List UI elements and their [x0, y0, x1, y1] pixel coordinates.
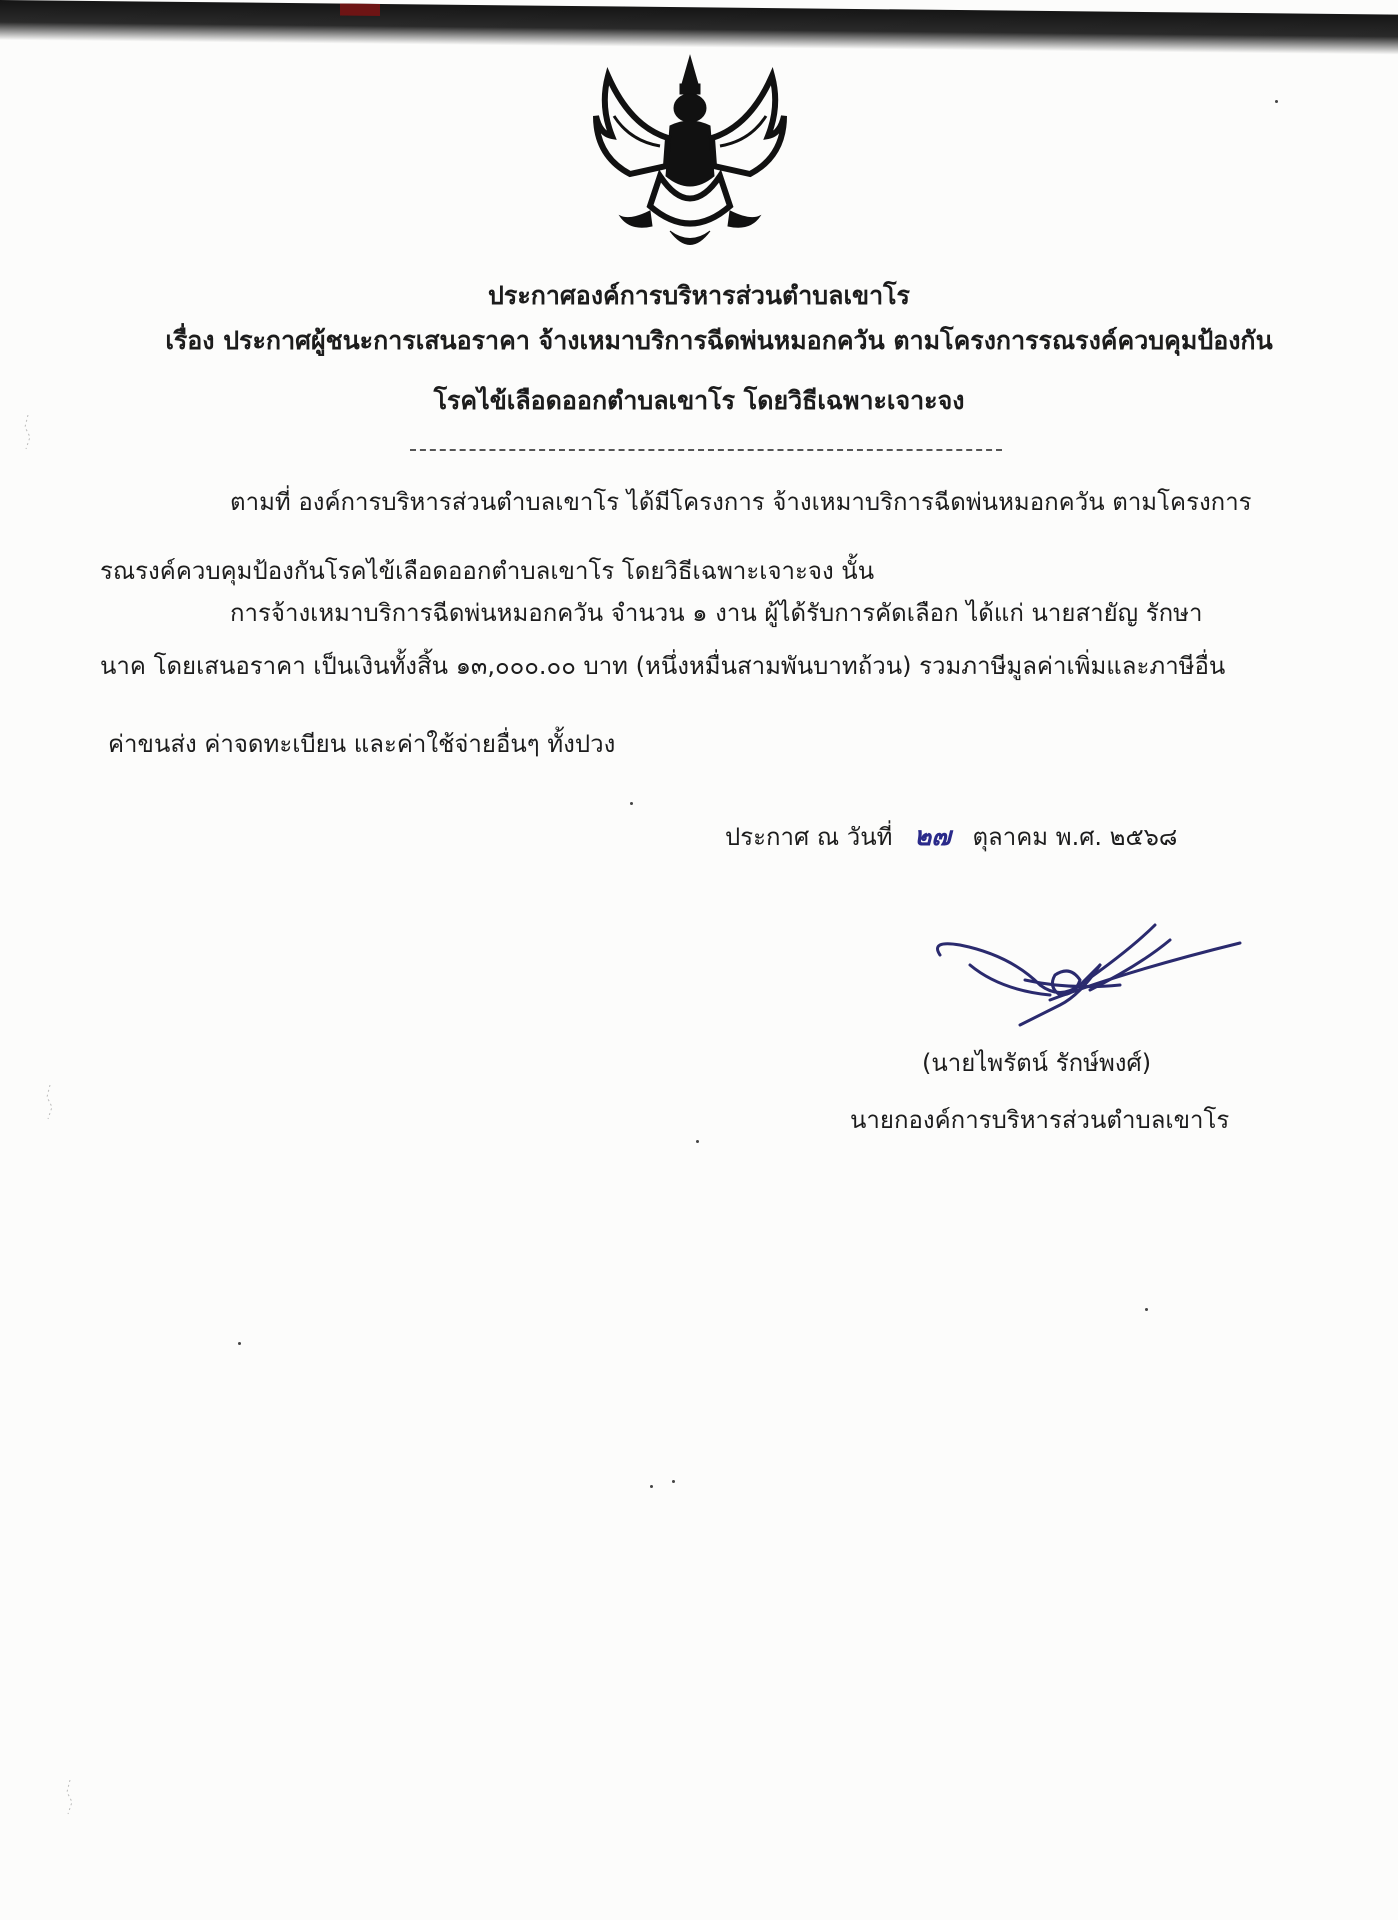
signer-title: นายกองค์การบริหารส่วนตำบลเขาโร	[850, 1106, 1230, 1134]
scan-speck	[650, 1485, 653, 1488]
handwritten-signature	[930, 905, 1250, 1035]
announcement-date	[725, 816, 1177, 857]
scan-speck	[672, 1480, 675, 1483]
signer-name: (นายไพรัตน์ รักษ์พงศ์)	[922, 1049, 1152, 1077]
body-paragraph1-line2: รณรงค์ควบคุมป้องกันโรคไข้เลือดออกตำบลเขาโร โดยวิธีเฉพาะเจาะจง นั้น	[100, 557, 875, 585]
date-prefix: ประกาศ ณ วันที่	[725, 823, 893, 851]
scan-margin-mark	[44, 1085, 56, 1125]
announcement-subject-line1: เรื่อง ประกาศผู้ชนะการเสนอราคา จ้างเหมาบริการฉีดพ่นหมอกควัน ตามโครงการรณรงค์ควบคุมป้องกัน	[165, 326, 1273, 355]
scan-speck	[1275, 100, 1278, 103]
scan-margin-mark	[22, 415, 34, 455]
body-paragraph2-line1: การจ้างเหมาบริการฉีดพ่นหมอกควัน จำนวน ๑ งาน ผู้ได้รับการคัดเลือก ได้แก่ นายสายัญ รักษา	[230, 599, 1203, 627]
announcement-title: ประกาศองค์การบริหารส่วนตำบลเขาโร	[488, 281, 910, 310]
scan-speck	[1145, 1308, 1148, 1311]
date-month-year: ตุลาคม พ.ศ. ๒๕๖๘	[972, 823, 1178, 851]
title-divider	[410, 449, 1002, 451]
body-paragraph2-line2: นาค โดยเสนอราคา เป็นเงินทั้งสิ้น ๑๓,๐๐๐.๐๐ บาท (หนึ่งหมื่นสามพันบาทถ้วน) รวมภาษีมูลค่าเพิ่มและภาษีอื่น	[100, 652, 1226, 680]
scan-speck	[630, 802, 633, 805]
announcement-subject-line2: โรคไข้เลือดออกตำบลเขาโร โดยวิธีเฉพาะเจาะจง	[433, 386, 965, 415]
scan-speck	[238, 1342, 241, 1345]
scan-margin-mark	[64, 1780, 76, 1820]
garuda-emblem-icon	[590, 46, 790, 264]
date-day-handwritten: ๒๗	[914, 822, 951, 852]
scan-speck	[696, 1140, 699, 1143]
body-paragraph1-line1: ตามที่ องค์การบริหารส่วนตำบลเขาโร ได้มีโครงการ จ้างเหมาบริการฉีดพ่นหมอกควัน ตามโครงการ	[230, 488, 1252, 516]
body-paragraph2-line3: ค่าขนส่ง ค่าจดทะเบียน และค่าใช้จ่ายอื่นๆ ทั้งปวง	[108, 730, 616, 758]
